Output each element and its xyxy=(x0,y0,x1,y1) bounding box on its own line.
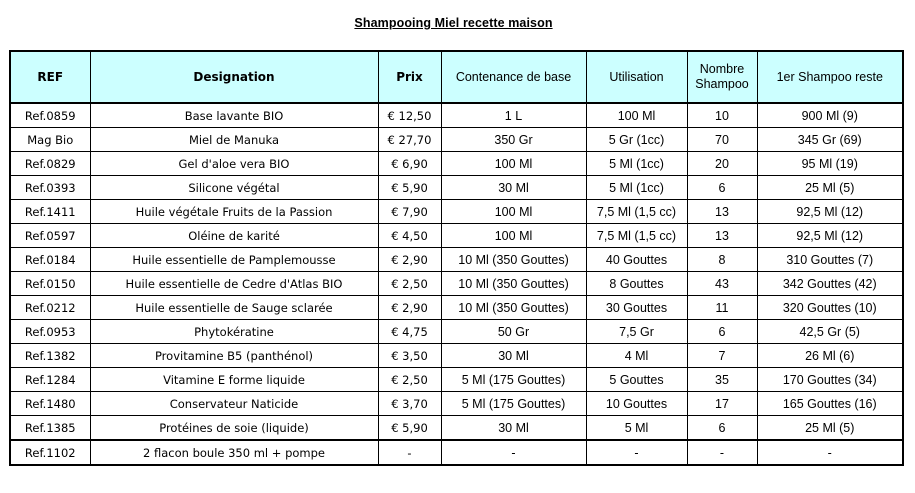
cell-nombre: 11 xyxy=(687,296,757,320)
cell-contenance: 30 Ml xyxy=(441,176,586,200)
cell-utilisation: - xyxy=(586,440,687,465)
page-title-text: Shampooing Miel recette maison xyxy=(354,16,553,30)
table-row xyxy=(10,440,903,465)
cell-contenance: 30 Ml xyxy=(441,416,586,441)
cell-prix: € 3,50 xyxy=(378,344,441,368)
cell-designation: Miel de Manuka xyxy=(90,128,378,152)
cell-reste: 345 Gr (69) xyxy=(757,128,903,152)
cell-contenance: 5 Ml (175 Gouttes) xyxy=(441,392,586,416)
cell-nombre: 6 xyxy=(687,320,757,344)
table-row xyxy=(10,176,903,200)
cell-reste: 25 Ml (5) xyxy=(757,416,903,441)
cell-designation: Huile essentielle de Sauge sclarée xyxy=(90,296,378,320)
table-row xyxy=(10,320,903,344)
table-row xyxy=(10,344,903,368)
table-row xyxy=(10,200,903,224)
cell-designation: 2 flacon boule 350 ml + pompe xyxy=(90,440,378,465)
cell-designation: Huile végétale Fruits de la Passion xyxy=(90,200,378,224)
table-row xyxy=(10,368,903,392)
cell-nombre: 20 xyxy=(687,152,757,176)
column-header-designation: Designation xyxy=(90,51,378,103)
cell-designation: Huile essentielle de Pamplemousse xyxy=(90,248,378,272)
cell-prix: € 2,90 xyxy=(378,248,441,272)
cell-prix: € 5,90 xyxy=(378,176,441,200)
cell-designation: Provitamine B5 (panthénol) xyxy=(90,344,378,368)
cell-contenance: 5 Ml (175 Gouttes) xyxy=(441,368,586,392)
cell-utilisation: 5 Gouttes xyxy=(586,368,687,392)
table-row xyxy=(10,392,903,416)
cell-nombre: 6 xyxy=(687,176,757,200)
cell-reste: 95 Ml (19) xyxy=(757,152,903,176)
cell-reste: 92,5 Ml (12) xyxy=(757,200,903,224)
column-header-nombre xyxy=(687,51,757,103)
cell-utilisation: 40 Gouttes xyxy=(586,248,687,272)
column-header-nombre-line2: Shampoo xyxy=(695,77,749,91)
cell-ref: Ref.0212 xyxy=(10,296,90,320)
column-header-reste: 1er Shampoo reste xyxy=(757,51,903,103)
cell-ref: Ref.1382 xyxy=(10,344,90,368)
cell-ref: Ref.1480 xyxy=(10,392,90,416)
cell-prix: € 12,50 xyxy=(378,103,441,128)
table-row xyxy=(10,128,903,152)
cell-contenance: 50 Gr xyxy=(441,320,586,344)
cell-contenance: 10 Ml (350 Gouttes) xyxy=(441,272,586,296)
cell-prix: € 4,75 xyxy=(378,320,441,344)
cell-ref: Ref.0597 xyxy=(10,224,90,248)
cell-reste: 25 Ml (5) xyxy=(757,176,903,200)
cell-reste: 900 Ml (9) xyxy=(757,103,903,128)
cell-ref: Ref.0184 xyxy=(10,248,90,272)
column-header-prix: Prix xyxy=(378,51,441,103)
cell-ref: Ref.1411 xyxy=(10,200,90,224)
cell-utilisation: 5 Ml (1cc) xyxy=(586,152,687,176)
page-title xyxy=(0,16,915,30)
cell-ref: Ref.0393 xyxy=(10,176,90,200)
cell-prix: € 6,90 xyxy=(378,152,441,176)
table-body xyxy=(10,103,903,465)
cell-ref: Ref.0150 xyxy=(10,272,90,296)
table-row xyxy=(10,248,903,272)
cell-prix: - xyxy=(378,440,441,465)
cell-nombre: 8 xyxy=(687,248,757,272)
cell-reste: 165 Gouttes (16) xyxy=(757,392,903,416)
cell-nombre: 13 xyxy=(687,200,757,224)
cell-nombre: 17 xyxy=(687,392,757,416)
cell-utilisation: 5 Gr (1cc) xyxy=(586,128,687,152)
cell-contenance: 10 Ml (350 Gouttes) xyxy=(441,296,586,320)
cell-designation: Vitamine E forme liquide xyxy=(90,368,378,392)
cell-designation: Protéines de soie (liquide) xyxy=(90,416,378,441)
cell-designation: Phytokératine xyxy=(90,320,378,344)
cell-utilisation: 8 Gouttes xyxy=(586,272,687,296)
cell-nombre: 6 xyxy=(687,416,757,441)
cell-contenance: 10 Ml (350 Gouttes) xyxy=(441,248,586,272)
cell-contenance: 350 Gr xyxy=(441,128,586,152)
cell-prix: € 5,90 xyxy=(378,416,441,441)
column-header-utilisation: Utilisation xyxy=(586,51,687,103)
cell-ref: Ref.0829 xyxy=(10,152,90,176)
cell-reste: 320 Gouttes (10) xyxy=(757,296,903,320)
cell-reste: 26 Ml (6) xyxy=(757,344,903,368)
cell-utilisation: 5 Ml (1cc) xyxy=(586,176,687,200)
column-header-nombre-line1: Nombre xyxy=(699,62,745,76)
cell-utilisation: 4 Ml xyxy=(586,344,687,368)
cell-ref: Ref.1284 xyxy=(10,368,90,392)
cell-designation: Silicone végétal xyxy=(90,176,378,200)
cell-ref: Mag Bio xyxy=(10,128,90,152)
table-row xyxy=(10,103,903,128)
cell-utilisation: 30 Gouttes xyxy=(586,296,687,320)
cell-ref: Ref.0953 xyxy=(10,320,90,344)
cell-designation: Gel d'aloe vera BIO xyxy=(90,152,378,176)
column-header-ref: REF xyxy=(10,51,90,103)
cell-nombre: 70 xyxy=(687,128,757,152)
header-row xyxy=(10,51,903,103)
cell-utilisation: 7,5 Ml (1,5 cc) xyxy=(586,200,687,224)
cell-reste: 170 Gouttes (34) xyxy=(757,368,903,392)
table-row xyxy=(10,296,903,320)
cell-contenance: 100 Ml xyxy=(441,224,586,248)
cell-nombre: 10 xyxy=(687,103,757,128)
cell-nombre: 35 xyxy=(687,368,757,392)
recipe-table xyxy=(9,50,904,466)
cell-contenance: 1 L xyxy=(441,103,586,128)
cell-ref: Ref.1102 xyxy=(10,440,90,465)
table-row xyxy=(10,224,903,248)
table-row xyxy=(10,272,903,296)
cell-nombre: 43 xyxy=(687,272,757,296)
cell-contenance: - xyxy=(441,440,586,465)
cell-designation: Conservateur Naticide xyxy=(90,392,378,416)
cell-ref: Ref.0859 xyxy=(10,103,90,128)
cell-reste: 342 Gouttes (42) xyxy=(757,272,903,296)
cell-nombre: 13 xyxy=(687,224,757,248)
cell-designation: Base lavante BIO xyxy=(90,103,378,128)
cell-utilisation: 10 Gouttes xyxy=(586,392,687,416)
cell-utilisation: 100 Ml xyxy=(586,103,687,128)
cell-nombre: - xyxy=(687,440,757,465)
cell-prix: € 4,50 xyxy=(378,224,441,248)
cell-prix: € 3,70 xyxy=(378,392,441,416)
cell-contenance: 100 Ml xyxy=(441,200,586,224)
cell-prix: € 2,90 xyxy=(378,296,441,320)
cell-designation: Huile essentielle de Cedre d'Atlas BIO xyxy=(90,272,378,296)
cell-prix: € 27,70 xyxy=(378,128,441,152)
cell-reste: - xyxy=(757,440,903,465)
cell-reste: 92,5 Ml (12) xyxy=(757,224,903,248)
table-row xyxy=(10,152,903,176)
cell-utilisation: 7,5 Ml (1,5 cc) xyxy=(586,224,687,248)
cell-ref: Ref.1385 xyxy=(10,416,90,441)
cell-contenance: 100 Ml xyxy=(441,152,586,176)
cell-prix: € 2,50 xyxy=(378,368,441,392)
cell-reste: 310 Gouttes (7) xyxy=(757,248,903,272)
cell-prix: € 7,90 xyxy=(378,200,441,224)
cell-nombre: 7 xyxy=(687,344,757,368)
cell-contenance: 30 Ml xyxy=(441,344,586,368)
column-header-contenance: Contenance de base xyxy=(441,51,586,103)
cell-prix: € 2,50 xyxy=(378,272,441,296)
cell-utilisation: 5 Ml xyxy=(586,416,687,441)
cell-reste: 42,5 Gr (5) xyxy=(757,320,903,344)
cell-utilisation: 7,5 Gr xyxy=(586,320,687,344)
table-row xyxy=(10,416,903,441)
cell-designation: Oléine de karité xyxy=(90,224,378,248)
